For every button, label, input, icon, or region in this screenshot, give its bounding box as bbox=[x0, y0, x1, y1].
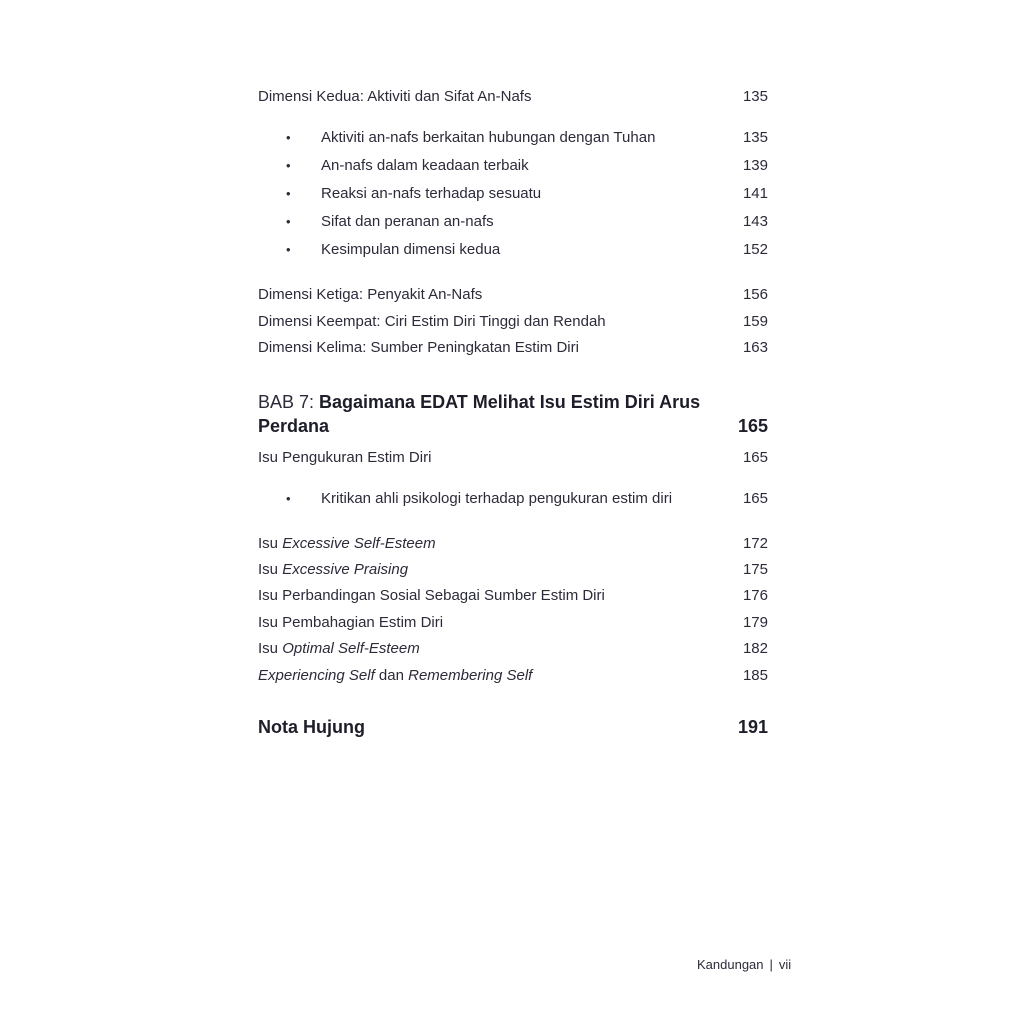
final-entry-title: Nota Hujung bbox=[258, 717, 365, 737]
toc-subentry-title: Aktiviti an-nafs berkaitan hubungan dengan Tuhan bbox=[321, 129, 656, 146]
toc-entry-page: 156 bbox=[742, 286, 768, 303]
toc-entry-title: Isu Pengukuran Estim Diri bbox=[258, 449, 432, 466]
toc-entry-page: 185 bbox=[742, 667, 768, 684]
toc-subentry-page: 143 bbox=[742, 213, 768, 230]
page-footer bbox=[697, 957, 791, 972]
toc-subentry bbox=[286, 241, 768, 259]
toc-subentry-title: Kesimpulan dimensi kedua bbox=[321, 241, 501, 258]
bullet-icon: • bbox=[286, 130, 291, 145]
toc-entry-page: 135 bbox=[742, 88, 768, 105]
bullet-icon: • bbox=[286, 491, 291, 506]
toc-subentry bbox=[286, 213, 768, 231]
toc-entry-page: 172 bbox=[742, 535, 768, 552]
toc-entry bbox=[258, 640, 768, 658]
toc-entry-title: Isu Pembahagian Estim Diri bbox=[258, 614, 444, 631]
toc-entry-page: 182 bbox=[742, 640, 768, 657]
toc-entry bbox=[258, 587, 768, 605]
toc-entry bbox=[258, 88, 768, 106]
final-entry bbox=[258, 717, 768, 738]
toc-entry-title: Experiencing Self dan Remembering Self bbox=[258, 667, 533, 684]
toc-entry bbox=[258, 667, 768, 685]
footer-page-number: vii bbox=[778, 957, 792, 972]
toc-entry bbox=[258, 286, 768, 304]
toc-subentry bbox=[286, 129, 768, 147]
toc-entry-title: Dimensi Kelima: Sumber Peningkatan Estim Diri bbox=[258, 339, 579, 356]
bullet-icon: • bbox=[286, 214, 291, 229]
chapter-title-line2: Perdana bbox=[258, 416, 330, 436]
toc-entry bbox=[258, 561, 768, 579]
toc-entry bbox=[258, 535, 768, 553]
toc-entry-title: Dimensi Ketiga: Penyakit An-Nafs bbox=[258, 286, 483, 303]
toc-entry-page: 163 bbox=[742, 339, 768, 356]
toc-entry-page: 165 bbox=[742, 449, 768, 466]
toc-subentry-title: An-nafs dalam keadaan terbaik bbox=[321, 157, 529, 174]
toc-entry-title: Isu Optimal Self-Esteem bbox=[258, 640, 420, 657]
chapter-title-line1: Bagaimana EDAT Melihat Isu Estim Diri Arus bbox=[319, 392, 701, 412]
chapter-page: 165 bbox=[737, 416, 768, 436]
toc-subentry-page: 139 bbox=[742, 157, 768, 174]
toc-subentry bbox=[286, 490, 768, 508]
toc-subentry-page: 152 bbox=[742, 241, 768, 258]
toc-entry bbox=[258, 339, 768, 357]
toc-entry-title: Dimensi Kedua: Aktiviti dan Sifat An-Nafs bbox=[258, 88, 532, 105]
toc-entry bbox=[258, 313, 768, 331]
toc-subentry-title: Kritikan ahli psikologi terhadap pengukuran estim diri bbox=[321, 490, 673, 507]
toc-entry-page: 159 bbox=[742, 313, 768, 330]
toc-entry-title: Isu Excessive Self-Esteem bbox=[258, 535, 436, 552]
toc-subentry-title: Reaksi an-nafs terhadap sesuatu bbox=[321, 185, 542, 202]
toc-subentry-page: 165 bbox=[742, 490, 768, 507]
toc-subentry-title: Sifat dan peranan an-nafs bbox=[321, 213, 494, 230]
toc-entry bbox=[258, 449, 768, 467]
toc-entry-title: Isu Perbandingan Sosial Sebagai Sumber Estim Diri bbox=[258, 587, 605, 604]
footer-separator: | bbox=[769, 957, 773, 972]
chapter-heading bbox=[258, 390, 768, 438]
toc-entry bbox=[258, 614, 768, 632]
bullet-icon: • bbox=[286, 158, 291, 173]
toc-entry-page: 175 bbox=[742, 561, 768, 578]
toc-entry-page: 179 bbox=[742, 614, 768, 631]
final-entry-page: 191 bbox=[737, 717, 768, 737]
toc-entry-title: Isu Excessive Praising bbox=[258, 561, 409, 578]
toc-entry-page: 176 bbox=[742, 587, 768, 604]
toc-subentry bbox=[286, 157, 768, 175]
bullet-icon: • bbox=[286, 186, 291, 201]
bullet-icon: • bbox=[286, 242, 291, 257]
toc-subentry-page: 135 bbox=[742, 129, 768, 146]
footer-section: Kandungan bbox=[697, 957, 764, 972]
toc-subentry bbox=[286, 185, 768, 203]
chapter-prefix: BAB 7: bbox=[258, 392, 320, 412]
toc-entry-title: Dimensi Keempat: Ciri Estim Diri Tinggi dan Rendah bbox=[258, 313, 606, 330]
toc-subentry-page: 141 bbox=[742, 185, 768, 202]
